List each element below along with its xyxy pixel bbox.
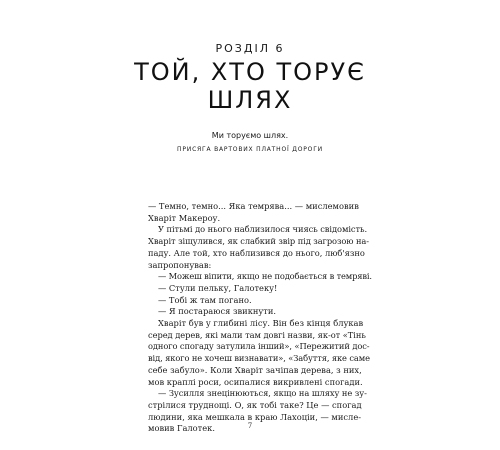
page-number: 7 xyxy=(247,422,253,430)
epigraph-quote: Ми торуємо шлях. xyxy=(211,131,289,140)
text-line: одного спогаду затулила інший», «Пережитий дос- xyxy=(148,341,370,352)
text-line: — Стули пельку, Галотеку! xyxy=(158,282,278,293)
text-line: Хваріт Макероу. xyxy=(148,212,221,223)
chapter-title-line-2: ШЛЯХ xyxy=(207,86,293,114)
text-line: — Можеш віпити, якщо не подобається в темряві. xyxy=(158,271,372,282)
text-line: мов краплі роси, осипалися викривлені спогади. xyxy=(148,376,363,387)
chapter-title-line-1: ТОЙ, ХТО ТОРУЄ xyxy=(134,58,366,86)
text-line: — Я постараюся звикнути. xyxy=(158,306,277,317)
text-line: — Зусилля знецінюються, якщо на шляху не зу- xyxy=(158,388,367,399)
epigraph xyxy=(0,130,500,155)
text-line: серед дерев, які мали там довгі назви, як-от «Тінь xyxy=(148,329,366,340)
text-line: себе забуло». Коли Хваріт зачіпав дерева, з них, xyxy=(148,364,362,375)
text-line: стрілися труднощі. О, як тобі таке? Це — спогад xyxy=(148,399,362,410)
text-line: Хваріт був у глибині лісу. Він без кінця блукав xyxy=(158,318,364,329)
chapter-title xyxy=(0,58,500,114)
text-line: людини, яка мешкала в краю Лахоціи, — мисле- xyxy=(148,411,362,422)
text-line: — Тобі ж там погано. xyxy=(158,294,252,305)
text-line: — Темно, темно... Яка темрява... — мислемовив xyxy=(148,201,359,211)
epigraph-source: ПРИСЯГА ВАРТОВИХ ПЛАТНОЇ ДОРОГИ xyxy=(177,146,323,153)
text-line: мовив Галотек. xyxy=(148,423,215,434)
body-text xyxy=(148,201,372,435)
text-line: від, якого не хочеш визнавати», «Забуття, яке саме xyxy=(148,353,370,364)
chapter-number: РОЗДІЛ 6 xyxy=(215,42,285,55)
text-line: Хваріт зіщулився, як слабкий звір під загрозою на- xyxy=(148,236,369,247)
text-line: У пітьмі до нього наблизилося чиясь свідомість. xyxy=(158,224,368,235)
text-line: паду. Але той, хто наблизився до нього, люб'язно xyxy=(148,247,365,258)
text-line: запропонував: xyxy=(148,259,212,270)
